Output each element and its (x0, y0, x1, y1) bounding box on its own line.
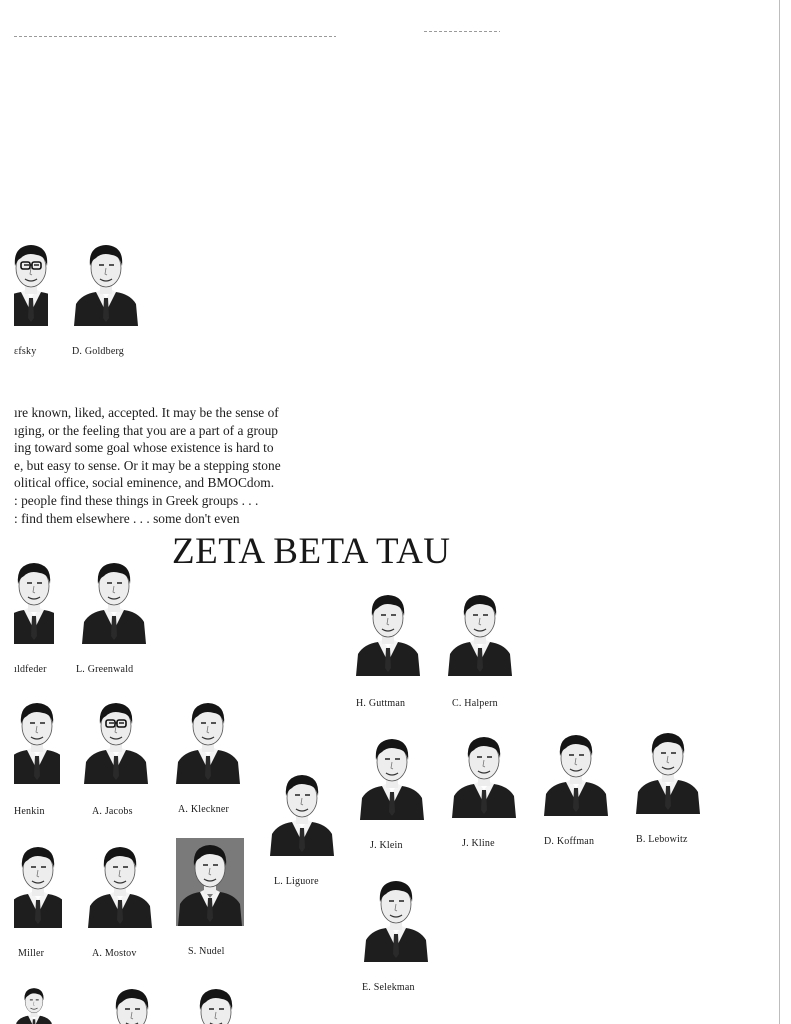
portrait-henkin (14, 696, 60, 784)
intro-line: : find them elsewhere . . . some don't even (14, 510, 240, 526)
caption-kline: J. Kline (462, 838, 495, 849)
top-rule-short (424, 31, 500, 32)
caption-goldberg: D. Goldberg (72, 346, 125, 357)
portrait-kline (450, 730, 518, 818)
caption-liguore: L. Liguore (274, 876, 319, 887)
caption-nudel: S. Nudel (188, 946, 225, 957)
caption-jacobs: A. Jacobs (92, 806, 133, 817)
caption-guttman: H. Guttman (356, 698, 406, 709)
portrait-koffman (542, 728, 610, 816)
caption-greenwald: L. Greenwald (76, 664, 134, 675)
intro-line: : people find these things in Greek groups . . . (14, 492, 259, 508)
portrait-liguore (268, 768, 336, 856)
caption-selekman: E. Selekman (362, 982, 415, 993)
caption-henkin: Henkin (14, 806, 45, 817)
portrait-cutoff-3 (182, 982, 250, 1024)
portrait-mostov (86, 840, 154, 928)
portrait-jacobs (82, 696, 150, 784)
page-edge (779, 0, 780, 1024)
portrait-cutoff-1 (14, 984, 54, 1024)
portrait-klein (358, 732, 426, 820)
portrait-goldberg (72, 238, 140, 326)
caption-klein: J. Klein (370, 840, 403, 851)
portrait-greenwald (80, 556, 148, 644)
portrait-miller (14, 840, 62, 928)
caption-koffman: D. Koffman (544, 836, 595, 847)
portrait-halpern (446, 588, 514, 676)
portrait-lebowitz (634, 726, 702, 814)
intro-line: ing toward some goal whose existence is hard to (14, 440, 274, 456)
top-rule (14, 36, 336, 37)
caption-lebowitz: B. Lebowitz (636, 834, 688, 845)
portrait-guttman (354, 588, 422, 676)
portrait-selekman (362, 874, 430, 962)
intro-line: ıging, or the feeling that you are a part of a group (14, 422, 279, 438)
portrait-nudel (176, 838, 244, 926)
caption-kleckner: A. Kleckner (178, 804, 230, 815)
intro-line: ıre known, liked, accepted. It may be the sense of (14, 405, 279, 420)
caption-mostov: A. Mostov (92, 948, 137, 959)
caption-miller: Miller (18, 948, 45, 959)
portrait-cutoff-2 (98, 982, 166, 1024)
page-title: ZETA BETA TAU (172, 531, 451, 572)
portrait-efsky (14, 238, 48, 326)
intro-line: olitical office, social eminence, and BMOCdom. (14, 475, 275, 491)
caption-efsky: ɛfsky (14, 346, 37, 357)
portrait-kleckner (174, 696, 242, 784)
portrait-goldfeder (14, 556, 54, 644)
caption-goldfeder: ıldfeder (14, 664, 47, 675)
intro-line: e, but easy to sense. Or it may be a stepping stone (14, 457, 281, 473)
caption-halpern: C. Halpern (452, 698, 498, 709)
intro-text (14, 404, 338, 527)
